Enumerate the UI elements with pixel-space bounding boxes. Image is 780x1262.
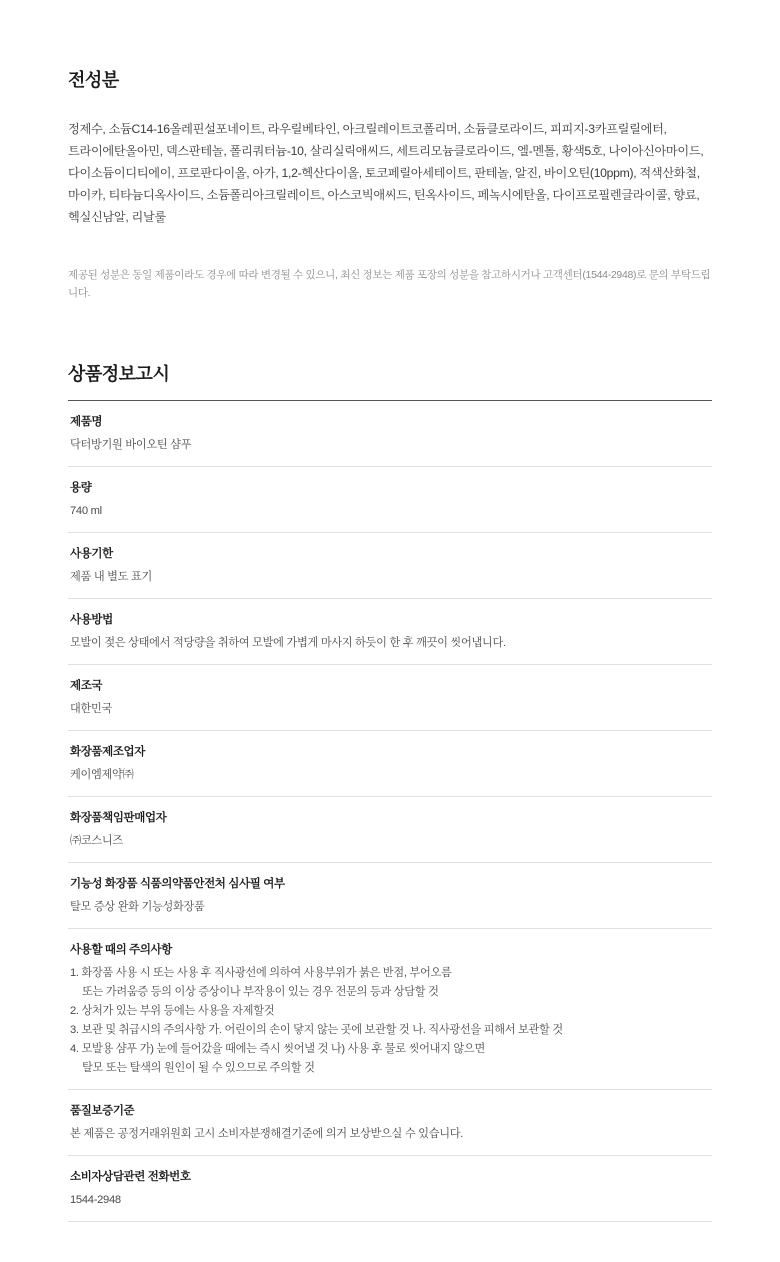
info-row-value: 제품 내 별도 표기 [70,571,152,583]
ingredients-disclaimer-text: 제공된 성분은 동일 제품이라도 경우에 따라 변경될 수 있으니, 최신 정보는 제품 포장의 성분을 참고하시거나 고객센터(1544-2948)로 문의 부탁드립니다. [68,269,711,299]
info-row-value: 닥터방기원 바이오틴 샴푸 [70,439,192,451]
caution-list-item [70,1040,710,1078]
caution-item-main: 1. 화장품 사용 시 또는 사용 후 직사광선에 의하여 사용부위가 붉은 반점, 부어오름 [70,967,452,979]
info-row [68,863,712,929]
caution-item-sub: 또는 가려움증 등의 이상 증상이나 부작용이 있는 경우 전문의 등과 상담할 것 [82,986,439,998]
ingredients-list-text: 정제수, 소듐C14-16올레핀설포네이트, 라우릴베타인, 아크릴레이트코폴리머, 소듐클로라이드, 피피지-3카프릴릴에터, 트라이에탄올아민, 덱스판테놀, 폴리쿼터늄-10, 살리실릭애씨드, 세트리모늄클로라이드, 엘-멘톨, 황색5호, 나이아신아마이드, 다이소듐이디티에이, 프로판다이올, 아가, 1,2-헥산다이올, 토코페릴아세테이트, 판테놀, 알진, 바이오틴(10ppm), 적색산화철, 마이카, 티타늄디옥사이드, 소듐폴리아크릴레이트, 아스코빅애씨드, 틴옥사이드, 페녹시에탄올, 다이프로필렌글라이콜, 향료, 헥실신남알, 리날룰 [68,122,704,224]
caution-item-sub: 탈모 또는 탈색의 원인이 될 수 있으므로 주의할 것 [82,1062,315,1074]
info-row-label: 사용기한 [70,548,113,560]
caution-item-main: 2. 상처가 있는 부위 등에는 사용을 자제할것 [70,1005,275,1017]
caution-list-item [70,1021,710,1040]
caution-list [70,964,710,1078]
info-row [68,467,712,533]
info-row-label: 화장품제조업자 [70,746,145,758]
caution-item-main: 3. 보관 및 취급시의 주의사항 가. 어린이의 손이 닿지 않는 곳에 보관할 것 나. 직사광선을 피해서 보관할 것 [70,1024,563,1036]
product-info-table [68,400,712,1222]
info-row [68,1156,712,1222]
info-row-label: 품질보증기준 [70,1105,135,1117]
info-row-label: 기능성 화장품 식품의약품안전처 심사필 여부 [70,878,285,890]
info-row-label: 소비자상담관련 전화번호 [70,1171,191,1183]
info-row-value: 케이엠제약㈜ [70,769,134,781]
info-row [68,797,712,863]
info-row-value: 탈모 증상 완화 기능성화장품 [70,901,205,913]
info-row-value: 모발이 젖은 상태에서 적당량을 취하여 모발에 가볍게 마사지 하듯이 한 후 깨끗이 씻어냅니다. [70,637,506,649]
info-row-label: 사용방법 [70,614,113,626]
info-row-value: ㈜코스니즈 [70,835,123,847]
info-row-label: 용량 [70,482,92,494]
info-row-label: 사용할 때의 주의사항 [70,944,172,956]
info-row-value: 1544-2948 [70,1194,121,1206]
info-row-label: 제품명 [70,416,103,428]
info-row [68,401,712,467]
caution-list-item [70,964,710,1002]
info-row-value [70,964,710,1078]
ingredients-section-title: 전성분 [68,70,119,90]
info-row-value: 본 제품은 공정거래위원회 고시 소비자분쟁해결기준에 의거 보상받으실 수 있습니다. [70,1128,464,1140]
info-row [68,1090,712,1156]
info-row [68,929,712,1090]
info-row [68,533,712,599]
info-row [68,665,712,731]
info-row-value: 740 ml [70,505,102,517]
info-row-label: 화장품책임판매업자 [70,812,167,824]
product-info-section-title: 상품정보고시 [68,364,170,384]
info-row-value: 대한민국 [70,703,113,715]
info-row-label: 제조국 [70,680,103,692]
info-row [68,731,712,797]
info-row [68,599,712,665]
caution-list-item [70,1002,710,1021]
caution-item-main: 4. 모발용 샴푸 가) 눈에 들어갔을 때에는 즉시 씻어낼 것 나) 사용 후 물로 씻어내지 않으면 [70,1043,485,1055]
